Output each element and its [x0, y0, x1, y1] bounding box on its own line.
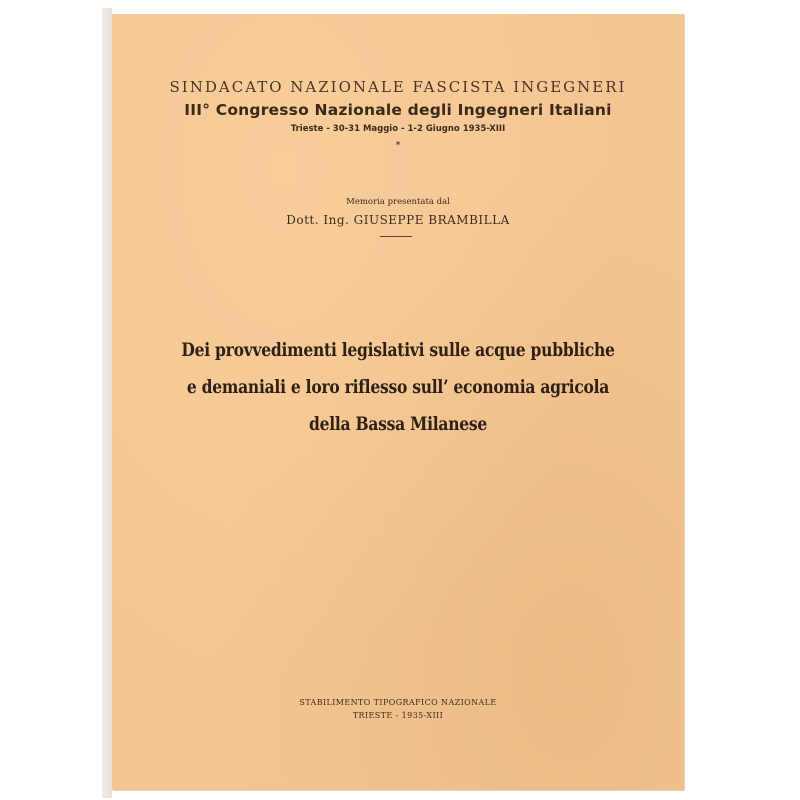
printer-name: STABILIMENTO TIPOGRAFICO NAZIONALE — [299, 698, 497, 707]
title-line-1: Dei provvedimenti legislativi sulle acque pubbliche — [181, 340, 615, 361]
organization-heading: SINDACATO NAZIONALE FASCISTA INGEGNERI — [169, 78, 627, 96]
title-line-2: e demaniali e loro riflesso sull’ economia agricola — [186, 377, 610, 398]
author-name: Dott. Ing. GIUSEPPE BRAMBILLA — [286, 213, 510, 227]
star-ornament: * — [395, 140, 401, 151]
congress-title: III° Congresso Nazionale degli Ingegneri Italiani — [184, 101, 612, 119]
divider-rule — [380, 236, 412, 237]
title-line-3: della Bassa Milanese — [308, 414, 488, 435]
booklet-cover — [112, 14, 684, 790]
presented-by-label: Memoria presentata dal — [346, 197, 450, 207]
printer-location: TRIESTE - 1935-XIII — [352, 711, 444, 720]
congress-dates: Trieste - 30-31 Maggio - 1-2 Giugno 1935-XIII — [290, 124, 506, 134]
